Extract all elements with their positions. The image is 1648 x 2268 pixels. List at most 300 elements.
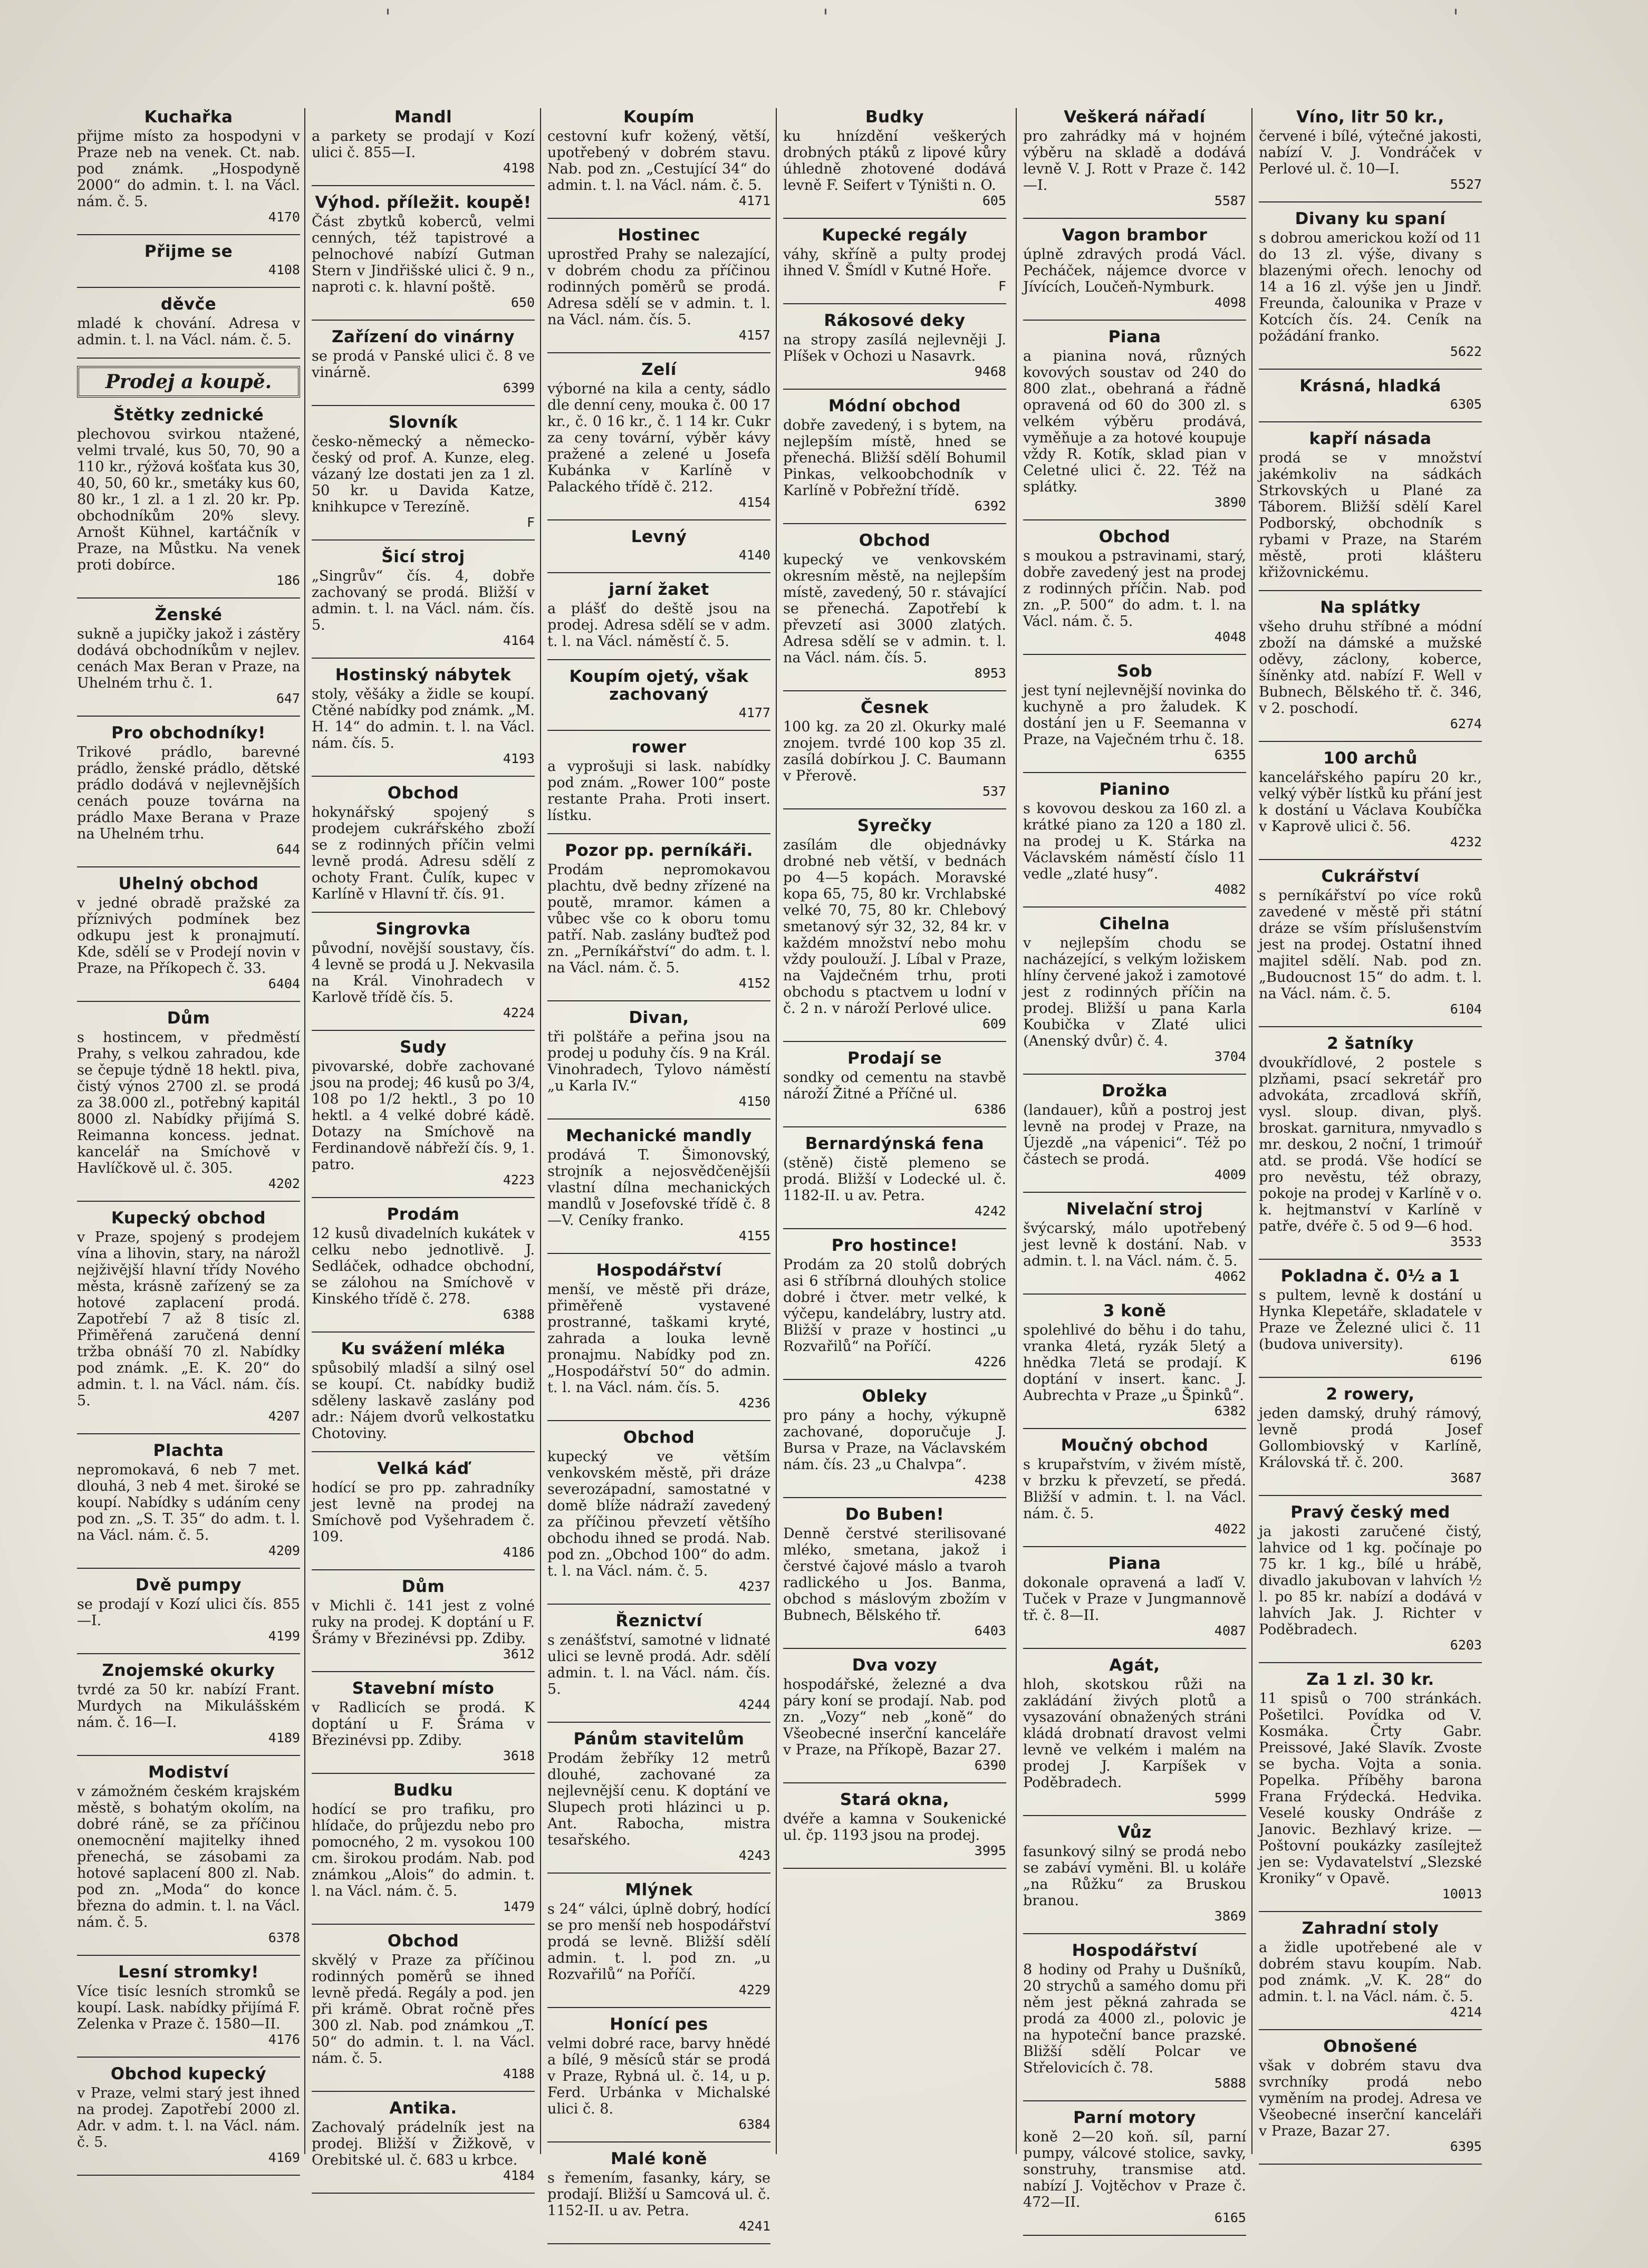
ad-reference-number: 4244 — [738, 1697, 770, 1712]
ad-divider — [1259, 369, 1482, 370]
classified-ad — [1259, 1385, 1482, 1485]
ad-heading: Moučný obchod — [1061, 1436, 1209, 1455]
ad-text: dvéře a kamna v Soukenické ul. čp. 1193 jsou na prodej. — [783, 1811, 1006, 1844]
ad-divider — [1259, 1662, 1482, 1663]
ad-text: hospodářské, železné a dva páry koní se prodají. Nab. pod zn. „Vozy“ neb „koně“ do Všeobecné inserční kanceláře v Praze, na Příkopě, Bazar 27. — [783, 1676, 1006, 1758]
ad-divider — [547, 1000, 770, 1001]
classified-ad — [783, 817, 1006, 1031]
ad-divider — [783, 1868, 1006, 1869]
classified-ad — [1023, 1823, 1246, 1924]
ad-text: česko-německý a německo-český od prof. A. Kunze, eleg. vázaný lze dostati jen za 1 zl. 50 kr. u Davida Katze, knihkupce v Terezíně. — [312, 433, 535, 515]
ad-divider — [77, 1653, 300, 1654]
classified-ad — [1023, 1555, 1246, 1638]
ad-heading: Ženské — [155, 605, 223, 624]
ad-heading: Stavební místo — [352, 1679, 495, 1698]
section-label: Prodej a koupě. — [77, 366, 300, 398]
ad-text: s perníkářství po více roků zavedené v městě při státní dráze se vším příslušenstvím jest na prodej. Ostatní ihned majitel sdělí. Nab. pod zn. „Budoucnost 15“ do adm. t. l. na Václ. nám. č. 5. — [1259, 887, 1482, 1002]
ad-divider — [77, 597, 300, 599]
ad-text: kupecký ve větším venkovském městě, při dráze severozápadní, samostatné v domě blíže nádraží zavedený za příčinou převzetí většího obchodu ihned se prodá. Nab. pod zn. „Obchod 100“ do adm. t. l. na Václ. nám. č. 5. — [547, 1449, 770, 1579]
ad-heading: Sob — [1116, 662, 1153, 681]
ad-heading: Divan, — [629, 1008, 689, 1027]
ad-reference-number: 4152 — [738, 976, 770, 991]
ad-text: spůsobilý mladší a silný osel se koupí. Ct. nabídky budiž sděleny laskavě zaslány pod adr.: Nájem dvorů velkostatku Chotoviny. — [312, 1360, 535, 1442]
ad-text: s hostincem, v předměstí Prahy, s velkou zahradou, kde se čepuje týdně 18 hektl. piva, čistý výnos 2700 zl. se prodá za 38.000 zl., potřebný kapitál 8000 zl. Nabídky přijímá S. Reimanna koncess. jednat. kancelář na Smíchově v Havlíčkově ul. č. 305. — [77, 1029, 300, 1176]
classified-ad — [312, 1578, 535, 1662]
ad-heading: Plachta — [153, 1441, 224, 1460]
classified-ad — [312, 1038, 535, 1188]
ad-divider — [77, 1433, 300, 1434]
ad-reference-number: 4022 — [1214, 1521, 1246, 1537]
ad-reference-number: 4186 — [503, 1545, 535, 1560]
ad-divider — [1023, 218, 1246, 219]
classified-ad — [1023, 328, 1246, 510]
classified-ad — [77, 1009, 300, 1191]
ad-heading: Piana — [1108, 327, 1161, 346]
classified-ad — [1023, 108, 1246, 208]
ad-text: a parkety se prodají v Kozí ulici č. 855—I. — [312, 128, 535, 161]
ad-text: v nejlepším chodu se nacházející, s velkým ložiskem hlíny červené jakož i zamotové jest z rodinných příčin na prodej. Bližší u pana Karla Koubička v Zlaté ulici (Anenský dvůr) č. 4. — [1023, 935, 1246, 1049]
ad-heading: Modiství — [148, 1763, 229, 1782]
ad-divider — [312, 776, 535, 777]
ad-divider — [1023, 654, 1246, 655]
ad-reference-number: 4198 — [503, 160, 535, 176]
classified-ad — [1023, 1436, 1246, 1537]
classified-ad — [783, 312, 1006, 379]
ad-text: přijme místo za hospodyni v Praze neb na venek. Ct. nab. pod známk. „Hospodyně 2000“ do admin. t. l. na Václ. nám. č. 5. — [77, 128, 300, 210]
ad-text: se prodá v Panské ulici č. 8 ve vinárně. — [312, 348, 535, 381]
ad-heading: Stará okna, — [840, 1790, 950, 1809]
ad-heading: Lesní stromky! — [118, 1963, 259, 1982]
ad-divider — [1023, 1648, 1246, 1649]
ad-heading: Obchod kupecký — [110, 2064, 267, 2083]
ad-reference-number: 5527 — [1450, 177, 1482, 192]
ad-heading: Za 1 zl. 30 kr. — [1306, 1670, 1434, 1689]
classified-ad — [77, 243, 300, 277]
classified-ad — [547, 1612, 770, 1712]
ad-divider — [1259, 1259, 1482, 1260]
ad-text: švýcarský, málo upotřebený jest levně k dostání. Nab. v admin. t. l. na Václ. nám. č. 5. — [1023, 1220, 1246, 1269]
ad-text: s zenášťství, samotné v lidnaté ulici se levně prodá. Adr. sdělí admin. t. l. na Václ. nám. čís. 5. — [547, 1632, 770, 1697]
ad-heading: Módní obchod — [828, 397, 961, 416]
ad-text: 11 spisů o 700 stránkách. Pošetilci. Povídka od V. Kosmáka. Črty Gabr. Preissové, Jaké Slavík. Zvoste se bycha. Vojta a sonia. Popelka. Příběhy barona Frana Frýdecká. Hedvika. Veselé kousky Ondráše z Janovic. Bezhlavý krize. — Poštovní poukázky zasílejtež jen se: Vydavatelství „Slezské Kroniky“ v Opavě. — [1259, 1691, 1482, 1887]
ad-divider — [77, 234, 300, 235]
ad-text: kancelářského papíru 20 kr., velký výběr lístků ku přání jest k dostání u Václava Koubíčka v Kaprově ulici č. 56. — [1259, 769, 1482, 835]
ad-heading: Ku svážení mléka — [341, 1339, 506, 1358]
ad-reference-number: 3687 — [1450, 1470, 1482, 1485]
classified-ad — [312, 194, 535, 310]
ad-text: Zachovalý prádelník jest na prodej. Bližší v Žižkově, v Orebitské ul. č. 683 u krbce. — [312, 2119, 535, 2168]
ad-heading: Pro hostince! — [831, 1236, 958, 1255]
ad-heading: Kuchařka — [144, 108, 233, 127]
ad-heading: jarní žaket — [609, 580, 709, 599]
ad-heading: Mlýnek — [625, 1880, 693, 1899]
ad-heading: Singrovka — [375, 920, 471, 939]
ad-divider — [77, 2175, 300, 2176]
ad-divider — [1259, 2164, 1482, 2165]
classified-ad — [547, 528, 770, 563]
ad-column-3 — [544, 108, 774, 2234]
ad-text: 8 hodiny od Prahy u Dušníků, 20 strychů a samého domu při něm jest pěkná zahrada se prodá za 4000 zl., polovic je na hypoteční bance prazské. Bližší sdělí Polcar ve Střelovicích č. 78. — [1023, 1962, 1246, 2076]
classified-ad — [312, 548, 535, 648]
classified-ad — [1023, 915, 1246, 1064]
ad-reference-number: 4169 — [268, 2150, 300, 2165]
ad-text: koně 2—20 koň. síl, parní pumpy, válcové stolice, savky, sonstruhy, transmise atd. nabízí J. Vojtěchov v Praze č. 472—II. — [1023, 2129, 1246, 2211]
classified-ad — [547, 668, 770, 720]
classified-ad — [1259, 1671, 1482, 1902]
ad-heading: Dvě pumpy — [135, 1576, 242, 1595]
ad-text: pro zahrádky má v hojném výběru na skladě a dodává levně V. J. Rott v Praze č. 142—I. — [1023, 128, 1246, 194]
ad-reference-number: 4087 — [1214, 1623, 1246, 1638]
classified-ad — [1259, 1503, 1482, 1653]
ad-divider — [1023, 906, 1246, 908]
ad-text: hodící se pro trafiku, pro hlídače, do průjezdu nebo pro pomocného, 2 m. vysokou 100 cm. širokou prodám. Nab. pod známkou „Alois“ do admin. t. l. na Václ. nám. č. 5. — [312, 1801, 535, 1899]
ad-reference-number: 6104 — [1450, 1001, 1482, 1017]
ad-text: a židle upotřebené ale v dobrém stavu koupím. Nab. pod známk. „V. K. 28“ do admin. t. l. na Václ. nám. č. 5. — [1259, 1939, 1482, 2005]
ad-divider — [547, 1118, 770, 1119]
column-rule — [540, 108, 541, 2154]
ad-reference-number: 4188 — [503, 2066, 535, 2081]
ad-reference-number: 4164 — [503, 633, 535, 648]
ad-reference-number: 4170 — [268, 209, 300, 225]
ad-reference-number: 6404 — [268, 976, 300, 991]
classified-ad — [547, 361, 770, 510]
ad-reference-number: 4184 — [503, 2168, 535, 2183]
ad-text: a plášť do deště jsou na prodej. Adresa sdělí se v adm. t. l. na Václ. náměstí č. 5. — [547, 601, 770, 650]
classified-ad — [783, 397, 1006, 514]
ad-reference-number: 4082 — [1214, 882, 1246, 897]
ad-divider — [312, 1331, 535, 1333]
ad-reference-number: 3533 — [1450, 1234, 1482, 1249]
ad-reference-number: 1479 — [503, 1899, 535, 1914]
ad-text: červené i bílé, výtečné jakosti, nabízí V. J. Vondráček v Perlové ul. č. 10—I. — [1259, 128, 1482, 177]
ad-heading: Syrečky — [857, 816, 932, 835]
ad-text: s krupařstvím, v živém místě, v brzku k převzetí, se předá. Bližší v admin. t. l. na Václ. nám. č. 5. — [1023, 1456, 1246, 1522]
classified-ad — [1023, 1082, 1246, 1182]
classified-ad — [312, 1205, 535, 1322]
ad-heading: Koupím — [623, 108, 695, 127]
ad-text: na stropy zasílá nejlevněji J. Plíšek v Ochozi u Nasavrk. — [783, 332, 1006, 364]
ad-reference-number: 3869 — [1214, 1908, 1246, 1924]
ad-text: Více tisíc lesních stromků se koupí. Lask. nabídky přijímá F. Zelenka v Praze č. 1580—II. — [77, 1983, 300, 2032]
ad-text: Prodám nepromokavou plachtu, dvě bedny zřízené na poutě, mramor. kámen a vůbec vše co k oboru tomu patří. Nab. zaslány buďtež pod zn. „Perníkářství“ do adm. t. l. na Václ. nám. č. 5. — [547, 862, 770, 976]
ad-text: váhy, skříně a pulty prodej ihned V. Šmídl v Kutné Hoře. — [783, 246, 1006, 279]
classified-ad — [783, 532, 1006, 681]
ad-divider — [547, 730, 770, 731]
ad-heading: Drožka — [1102, 1082, 1168, 1101]
ad-reference-number: 8953 — [974, 665, 1006, 681]
ad-heading: Pravý český med — [1290, 1503, 1450, 1522]
ad-text: plechovou svirkou ntažené, velmi trvalé, kus 50, 70, 90 a 110 kr., rýžová košťata kus 30, 40, 50, 60 kr., smetáky kus 60, 80 kr., 1 zl. a 1 zl. 20 kr. Pp. obchodníkům 20% slevy. Arnošt Kühnel, kartáčník v Praze, na Můstku. Na venek proti dobírce. — [77, 426, 300, 573]
ad-text: v zámožném českém krajském městě, s bohatým okolím, na dobré ráně, se za příčinou onemocnění majitelky ihned přenechá, se zásobami za hotové saplacení 800 zl. Nab. pod zn. „Moda“ do konce března do admin. t. l. na Václ. nám. č. 5. — [77, 1783, 300, 1931]
ad-heading: Sudy — [400, 1038, 447, 1057]
ad-text: Trikové prádlo, barevné prádlo, ženské prádlo, dětské prádlo dodává v nejlevnějších cenách pouze továrna na prádlo Maxe Berana v Praze na Uhelném trhu. — [77, 744, 300, 842]
ad-reference-number: 6395 — [1450, 2139, 1482, 2154]
ad-reference-number: 4176 — [268, 2032, 300, 2047]
ad-column-5 — [1020, 108, 1249, 2225]
ad-divider — [312, 658, 535, 659]
ad-reference-number: 4224 — [503, 1005, 535, 1020]
ad-divider — [1023, 772, 1246, 773]
ad-divider — [312, 320, 535, 321]
ad-divider — [312, 539, 535, 541]
ad-text: v Praze, velmi starý jest ihned na prodej. Zapotřebí 2000 zl. Adr. v adm. t. l. na Václ. nám. č. 5. — [77, 2085, 300, 2150]
classified-ad — [77, 108, 300, 225]
ad-divider — [547, 352, 770, 353]
ad-reference-number: 6196 — [1450, 1352, 1482, 1367]
ad-divider — [77, 866, 300, 867]
classified-ad — [1023, 1656, 1246, 1806]
ad-divider — [783, 1782, 1006, 1783]
ad-reference-number: 4177 — [738, 705, 770, 720]
ad-heading: Bernardýnská fena — [805, 1134, 985, 1153]
ad-divider — [547, 1253, 770, 1254]
classified-ad — [77, 875, 300, 991]
ad-reference-number: 650 — [510, 295, 535, 310]
classified-ad — [783, 108, 1006, 208]
classified-ad — [312, 1340, 535, 1442]
ad-divider — [547, 1873, 770, 1874]
ad-heading: Štětky zednické — [113, 406, 264, 424]
ad-divider — [312, 1030, 535, 1031]
ad-reference-number: 4155 — [738, 1228, 770, 1243]
ad-reference-number: 4150 — [738, 1094, 770, 1109]
ad-heading: Prodají se — [847, 1049, 942, 1068]
ad-text: výborné na kila a centy, sádlo dle denní ceny, mouka č. 00 17 kr., č. 0 16 kr., č. 1 14 kr. Cukr za ceny tovární, výběr kávy pražené a zelené u Josefa Kubánka v Karlíně v Palackého třídě č. 212. — [547, 381, 770, 495]
ad-reference-number: 3612 — [503, 1646, 535, 1662]
ad-reference-number: 4202 — [268, 1176, 300, 1191]
ad-text: sukně a jupičky jakož i zástěry dodává obchodníkům v nejlev. cenách Max Beran v Praze, na Uhelném trhu č. 1. — [77, 626, 300, 691]
ad-text: mladé k chování. Adresa v admin. t. l. na Václ. nám. č. 5. — [77, 315, 300, 348]
column-rule — [304, 108, 305, 2154]
ad-divider — [312, 1924, 535, 1925]
ad-text: a vyprošuji si lask. nabídky pod znám. „Rower 100“ poste restante Praha. Proti insert. lístku. — [547, 758, 770, 824]
ad-reference-number: 3704 — [1214, 1049, 1246, 1064]
ad-heading: Piana — [1108, 1554, 1161, 1573]
ad-text: s 24“ válci, úplně dobrý, hodící se pro menší neb hospodářství prodá se levně. Bližší sdělí admin. t. l. pod zn. „u Rozvařilů“ na Poříčí. — [547, 1901, 770, 1983]
ad-divider — [77, 2057, 300, 2058]
ad-heading: Přijme se — [144, 242, 233, 261]
classified-ad — [312, 108, 535, 176]
classified-ad — [1259, 1035, 1482, 1249]
ad-divider — [1023, 1428, 1246, 1429]
classified-ad — [547, 842, 770, 991]
ad-reference-number: 5888 — [1214, 2076, 1246, 2091]
ad-divider — [1259, 1026, 1482, 1027]
ad-heading: Obleky — [862, 1387, 928, 1406]
ad-reference-number: 4048 — [1214, 629, 1246, 644]
classified-ad — [77, 406, 300, 588]
top-mark: ' — [823, 5, 828, 30]
ad-text: dobře zavedený, i s bytem, na nejlepším místě, hned se přenechá. Bližší sdělí Bohumil Pinkas, velkoobchodník v Karlíně v Pobřežní třídě. — [783, 417, 1006, 499]
ad-reference-number: 4237 — [738, 1579, 770, 1594]
ad-text: s dobrou americkou koží od 11 do 13 zl. výše, divany s blazenými ořech. lenochy od 14 a 16 zl. výše jen u Jindř. Freunda, čalounika v Praze v Kotcích čís. 24. Ceník na požádání franko. — [1259, 230, 1482, 344]
ad-text: však v dobrém stavu dva svrchníky prodá nebo vyměním na prodej. Adresa ve Všeobecné inserční kanceláři v Praze, Bazar 27. — [1259, 2058, 1482, 2139]
ad-text: hodící se pro pp. zahradníky jest levně na prodej na Smíchově pod Vyšehradem č. 109. — [312, 1480, 535, 1545]
classified-ad — [783, 1135, 1006, 1219]
classified-ad — [783, 1237, 1006, 1369]
ad-text: (stěně) čistě plemeno se prodá. Bližší v Lodecké ul. č. 1182-II. u av. Petra. — [783, 1155, 1006, 1204]
ad-heading: Budky — [865, 108, 924, 127]
ad-reference-number: 4236 — [738, 1395, 770, 1411]
ad-divider — [1023, 2235, 1246, 2236]
ad-divider — [1259, 2029, 1482, 2030]
ad-heading: Veškerá nářadí — [1064, 108, 1206, 127]
classified-ad — [77, 606, 300, 706]
ad-reference-number: 4209 — [268, 1543, 300, 1558]
ad-heading: Pokladna č. 0½ a 1 — [1280, 1267, 1460, 1286]
column-rule — [1251, 108, 1252, 2154]
ad-reference-number: 5622 — [1450, 344, 1482, 359]
classified-ad — [547, 1009, 770, 1109]
ad-divider — [1259, 421, 1482, 422]
ad-divider — [1259, 590, 1482, 591]
ad-divider — [312, 1197, 535, 1198]
ad-divider — [77, 1001, 300, 1002]
ad-text: tři polštáře a peřina jsou na prodej u poduhy čís. 9 na Král. Vinohradech, Tylovo náměstí „u Karla IV.“ — [547, 1029, 770, 1094]
ad-divider — [783, 218, 1006, 219]
ad-divider — [77, 358, 300, 359]
classified-ad — [77, 1442, 300, 1558]
ad-heading: Levný — [631, 527, 687, 546]
classified-ad — [547, 1127, 770, 1243]
ad-heading: Budku — [393, 1781, 454, 1800]
ad-heading: Velká káď — [377, 1459, 469, 1478]
ad-text: cestovní kufr kožený, větší, upotřebený v dobrém stavu. Nab. pod zn. „Cestující 34“ do admin. t. l. na Václ. nám. č. 5. — [547, 128, 770, 194]
ad-text: skvělý v Praze za příčinou rodinných poměrů se ihned levně předá. Regály a pod. jen při krámě. Obrat ročně přes 300 zl. Nab. pod známkou „T. 50“ do admin. t. l. na Václ. nám. č. 5. — [312, 1952, 535, 2067]
ad-heading: Obchod — [387, 784, 459, 803]
classified-ad — [547, 1261, 770, 1411]
ad-divider — [1259, 1911, 1482, 1912]
ad-divider — [1023, 320, 1246, 321]
ad-divider — [1023, 1546, 1246, 1547]
ad-reference-number: 4108 — [268, 262, 300, 277]
classified-ad — [1259, 867, 1482, 1017]
ad-text: Denně čerstvé sterilisované mléko, smetana, jakož i čerstvé čajové máslo a tvaroh radlického u Jos. Banma, obchod s máslovým zbožím v Bubnech, Bělského tř. — [783, 1526, 1006, 1624]
ad-reference-number: 4223 — [503, 1172, 535, 1188]
classified-ad — [1023, 1942, 1246, 2091]
ad-divider — [312, 405, 535, 406]
ad-divider — [783, 1228, 1006, 1229]
ad-reference-number: F — [526, 515, 535, 530]
classified-ad — [547, 1429, 770, 1594]
ad-divider — [312, 2193, 535, 2194]
classified-ad — [77, 295, 300, 348]
ad-heading: Dům — [401, 1577, 445, 1596]
classified-ad — [1259, 210, 1482, 359]
ad-heading: Krásná, hladká — [1299, 377, 1441, 395]
classified-ad — [1259, 1919, 1482, 2020]
ad-reference-number: 6165 — [1214, 2210, 1246, 2225]
ad-text: hloh, skotskou růži na zakládání živých plotů a vysazování obnažených stráni kládá drobnatí dravost velmi levně ve velkém i malém na prodej J. Karpíšek v Poděbradech. — [1023, 1676, 1246, 1791]
ad-text: 100 kg. za 20 zl. Okurky malé znojem. tvrdé 100 kop 35 zl. zasílá dobírkou J. C. Baumann v Přerově. — [783, 719, 1006, 784]
ad-text: 12 kusů divadelních kukátek v celku nebo jednotlivě. J. Sedláček, odhadce obchodní, se zálohou na Smíchově v Kinského třídě č. 278. — [312, 1225, 535, 1307]
ad-reference-number: 609 — [982, 1016, 1006, 1031]
ad-heading: Uhelný obchod — [118, 874, 259, 893]
ad-divider — [77, 716, 300, 717]
ad-heading: Kupecký obchod — [111, 1209, 266, 1228]
ad-reference-number: 6399 — [503, 380, 535, 395]
ad-divider — [312, 912, 535, 913]
ad-reference-number: 6390 — [974, 1758, 1006, 1773]
ad-divider — [783, 303, 1006, 304]
ad-column-4 — [780, 108, 1009, 2154]
ad-heading: Obchod — [859, 531, 931, 550]
ad-reference-number: 186 — [276, 573, 300, 588]
ad-divider — [1023, 1933, 1246, 1934]
ad-heading: Řeznictví — [615, 1611, 702, 1630]
classified-ad — [1023, 2109, 1246, 2225]
classified-ad — [312, 413, 535, 530]
ad-heading: Vagon brambor — [1062, 226, 1208, 245]
ad-text: všeho druhu stříbné a módní zboží na dámské a mužské oděvy, záclony, koberce, šíněnky atd. nabízí F. Well v Bubnech, Bělského tř. č. 346, v 2. poschodí. — [1259, 619, 1482, 717]
ad-heading: Víno, litr 50 kr., — [1296, 108, 1444, 127]
ad-divider — [77, 1755, 300, 1756]
ad-text: uprostřed Prahy se nalezající, v dobrém chodu za příčinou rodinných poměrů se prodá. Adresa sdělí se v admin. t. l. na Václ. nám. čís. 5. — [547, 246, 770, 328]
classified-ad — [1259, 108, 1482, 192]
classified-ad — [312, 920, 535, 1020]
ad-heading: Parní motory — [1073, 2108, 1196, 2127]
ad-reference-number: 4009 — [1214, 1167, 1246, 1182]
classified-ad — [1023, 226, 1246, 310]
ad-divider — [77, 287, 300, 288]
ad-reference-number: 4157 — [738, 327, 770, 343]
ad-text: v Radlicích se prodá. K doptání u F. Šráma v Březinévsi pp. Zdiby. — [312, 1700, 535, 1749]
classified-ad — [77, 1209, 300, 1424]
classified-ad — [1259, 599, 1482, 731]
classified-ad — [1023, 528, 1246, 644]
ad-reference-number: 6388 — [503, 1307, 535, 1322]
ad-text: hokynářský spojený s prodejem cukrářského zboží se z rodinných příčin velmi levně prodá. Adresu sdělí z ochoty Frant. Čulík, kupec v Karlíně v Hlavní tř. čís. 91. — [312, 804, 535, 902]
classified-ad — [312, 328, 535, 395]
ad-divider — [783, 1041, 1006, 1042]
classified-ad — [1259, 430, 1482, 581]
ad-text: sondky od cementu na stavbě nároží Žitné a Příčné ul. — [783, 1069, 1006, 1102]
ad-divider — [547, 218, 770, 219]
ad-heading: Hostinský nábytek — [335, 665, 512, 684]
ad-divider — [547, 2243, 770, 2244]
ad-reference-number: 6386 — [974, 1102, 1006, 1117]
classified-ad — [547, 1730, 770, 1863]
ad-heading: Dva vozy — [852, 1656, 938, 1675]
classified-ad — [312, 1781, 535, 1914]
ad-reference-number: 3618 — [503, 1748, 535, 1763]
classified-ad — [312, 1460, 535, 1560]
ad-reference-number: 6203 — [1450, 1637, 1482, 1653]
classified-ad — [547, 108, 770, 208]
classified-ad — [783, 1387, 1006, 1488]
ad-text: jeden damský, druhý rámový, levně prodá Josef Gollombiovský v Karlíně, Královská tř. č. 200. — [1259, 1405, 1482, 1471]
ad-text: úplně zdravých prodá Václ. Pecháček, nájemce dvorce v Jívících, Loučeň-Nymburk. — [1023, 246, 1246, 295]
ad-reference-number: 3995 — [974, 1843, 1006, 1858]
ad-divider — [783, 1497, 1006, 1498]
ad-heading: Do Buben! — [845, 1505, 945, 1524]
ad-divider — [547, 1722, 770, 1723]
ad-reference-number: 537 — [982, 784, 1006, 799]
classified-ad — [77, 1763, 300, 1945]
ad-column-2 — [309, 108, 538, 2183]
ad-reference-number: 4193 — [503, 751, 535, 766]
ad-heading: Pozor pp. perníkáři. — [565, 841, 753, 860]
ad-reference-number: 6403 — [974, 1623, 1006, 1638]
classified-ad — [312, 784, 535, 902]
ad-reference-number: 4232 — [1450, 834, 1482, 850]
ad-divider — [1259, 1377, 1482, 1378]
ad-heading: děvče — [160, 295, 217, 314]
ad-text: Část zbytků koberců, velmi cenných, též tapistrové a pelnochové nabízí Gutman Stern v Jindřišské ulici č. 9 n., naproti c. k. hlavní poště. — [312, 214, 535, 295]
classified-ad — [1023, 780, 1246, 897]
classified-ad — [1259, 2038, 1482, 2154]
ad-column-6 — [1256, 108, 1485, 2154]
